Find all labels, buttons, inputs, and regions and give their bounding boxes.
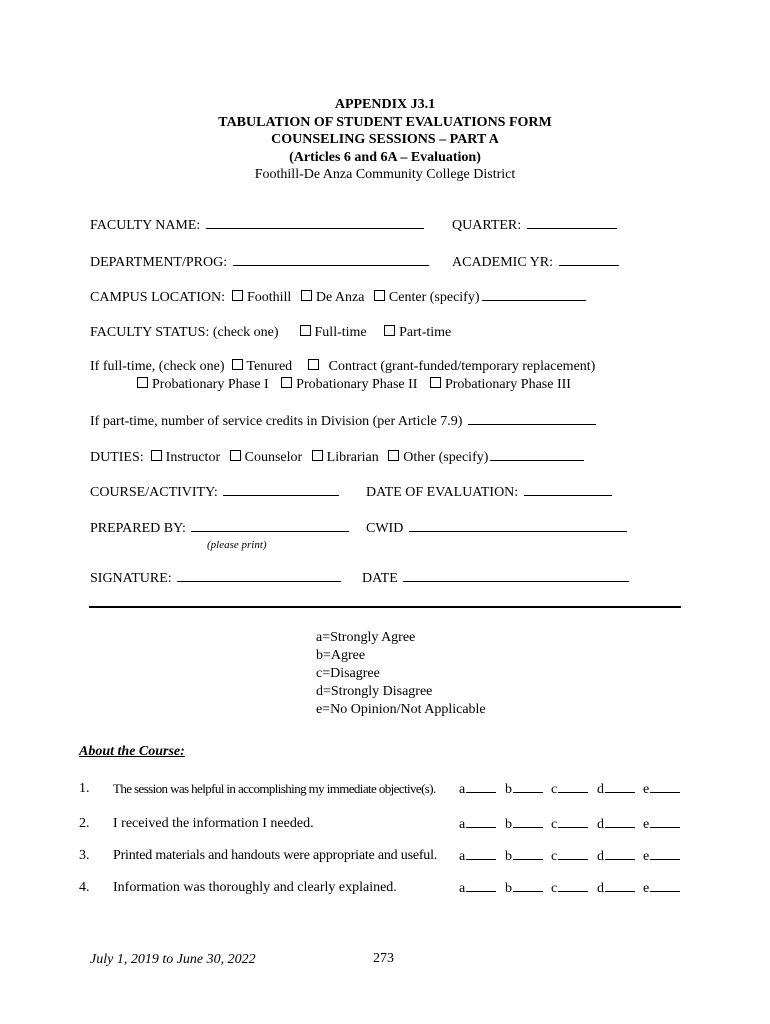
rating-e [643,816,689,833]
rating-label: d [597,881,604,896]
rating-d [597,781,643,798]
rating-label: a [459,817,466,832]
date-label: DATE [362,571,398,586]
section-title: About the Course: [79,744,185,759]
full-time-type-row [90,359,595,375]
faculty-name-label: FACULTY NAME: [90,218,201,233]
rating-a [459,880,505,897]
rating-label: b [505,881,512,896]
rating-d-field[interactable] [605,781,635,793]
course-activity-field[interactable] [223,484,339,496]
rating-a-field[interactable] [466,816,496,828]
signature-row [90,570,341,587]
contract-label: Contract (grant-funded/temporary replacement) [328,359,596,374]
rating-label: c [551,817,558,832]
rating-legend [316,629,486,719]
academic-yr-field[interactable] [559,254,619,266]
rating-b-field[interactable] [513,880,543,892]
center-checkbox[interactable] [374,290,385,301]
librarian-label: Librarian [326,450,379,465]
articles-reference: (Articles 6 and 6A – Evaluation) [289,149,481,165]
rating-label: d [597,782,604,797]
rating-e [643,848,689,865]
rating-d [597,880,643,897]
rating-a [459,781,505,798]
question-number: 4. [79,880,90,895]
quarter-row [452,217,617,234]
contract-checkbox[interactable] [308,359,319,370]
rating-label: d [597,849,604,864]
page-number: 273 [373,951,394,966]
date-of-evaluation-row [366,484,612,501]
department-label: DEPARTMENT/PROG: [90,255,228,270]
rating-a [459,848,505,865]
faculty-status-row [90,325,451,341]
rating-c-field[interactable] [558,880,588,892]
date-of-evaluation-label: DATE OF EVALUATION: [366,485,519,500]
librarian-checkbox[interactable] [312,450,323,461]
instructor-checkbox[interactable] [151,450,162,461]
probationary-1-label: Probationary Phase I [152,377,269,392]
legend-item: b=Agree [316,648,366,663]
question-text: I received the information I needed. [113,816,314,831]
rating-a-field[interactable] [466,848,496,860]
rating-e [643,781,689,798]
cwid-field[interactable] [409,520,627,532]
rating-d-field[interactable] [605,880,635,892]
prepared-by-label: PREPARED BY: [90,521,186,536]
rating-a [459,816,505,833]
legend-item: c=Disagree [316,666,380,681]
rating-e-field[interactable] [650,781,680,793]
rating-e-field[interactable] [650,848,680,860]
foothill-label: Foothill [246,290,292,305]
rating-label: b [505,817,512,832]
district-name: Foothill-De Anza Community College District [254,167,516,182]
tenured-label: Tenured [246,359,293,374]
department-field[interactable] [233,254,429,266]
academic-yr-row [452,254,619,271]
question-text: Printed materials and handouts were appropriate and useful. [113,848,438,863]
course-activity-row [90,484,339,501]
de-anza-label: De Anza [315,290,365,305]
rating-c [551,880,597,897]
rating-label: e [643,817,650,832]
rating-b [505,880,551,897]
signature-field[interactable] [177,570,341,582]
appendix-title: APPENDIX J3.1 [334,97,436,112]
question-text: The session was helpful in accomplishing my immediate objective(s). [113,781,436,796]
probationary-row [137,377,571,393]
prepared-by-field[interactable] [191,520,349,532]
rating-c [551,816,597,833]
legend-item: a=Strongly Agree [316,630,416,645]
rating-b-field[interactable] [513,816,543,828]
rating-label: c [551,881,558,896]
tenured-checkbox[interactable] [232,359,243,370]
rating-b-field[interactable] [513,781,543,793]
rating-d [597,816,643,833]
please-print-note: (please print) [207,539,267,551]
quarter-label: QUARTER: [452,218,522,233]
question-text: Information was thoroughly and clearly explained. [113,880,397,895]
rating-c [551,848,597,865]
rating-c-field[interactable] [558,848,588,860]
probationary-1-checkbox[interactable] [137,377,148,388]
full-time-type-label: If full-time, (check one) [90,359,225,374]
rating-scale [459,816,689,833]
rating-label: a [459,881,466,896]
campus-location-row [90,289,586,306]
rating-label: d [597,817,604,832]
faculty-name-row [90,217,424,234]
date-of-evaluation-field[interactable] [524,484,612,496]
form-subtitle: COUNSELING SESSIONS – PART A [271,132,499,147]
part-time-credits-field[interactable] [468,413,596,425]
full-time-checkbox[interactable] [300,325,311,336]
rating-d-field[interactable] [605,816,635,828]
rating-c [551,781,597,798]
rating-label: c [551,849,558,864]
faculty-name-field[interactable] [206,217,424,229]
counselor-label: Counselor [244,450,303,465]
other-checkbox[interactable] [388,450,399,461]
center-label: Center (specify) [388,290,480,305]
full-time-label: Full-time [314,325,367,340]
signature-label: SIGNATURE: [90,571,172,586]
rating-b-field[interactable] [513,848,543,860]
rating-d [597,848,643,865]
foothill-checkbox[interactable] [232,290,243,301]
rating-scale [459,848,689,865]
probationary-3-label: Probationary Phase III [444,377,571,392]
duties-label: DUTIES: [90,450,144,465]
question-number: 3. [79,848,90,863]
rating-label: a [459,849,466,864]
course-activity-label: COURSE/ACTIVITY: [90,485,218,500]
probationary-2-label: Probationary Phase II [296,377,418,392]
rating-c-field[interactable] [558,816,588,828]
rating-b [505,781,551,798]
rating-e [643,880,689,897]
center-specify-field[interactable] [482,289,586,301]
part-time-checkbox[interactable] [384,325,395,336]
rating-label: e [643,881,650,896]
other-specify-field[interactable] [490,449,584,461]
rating-label: b [505,849,512,864]
rating-d-field[interactable] [605,848,635,860]
rating-label: b [505,782,512,797]
legend-item: e=No Opinion/Not Applicable [316,702,486,717]
rating-label: a [459,782,466,797]
rating-b [505,848,551,865]
faculty-status-label: FACULTY STATUS: (check one) [90,325,279,340]
question-number: 1. [79,781,90,796]
part-time-credits-row [90,413,596,430]
date-row [362,570,629,587]
rating-a-field[interactable] [466,781,496,793]
date-field[interactable] [403,570,629,582]
campus-location-label: CAMPUS LOCATION: [90,290,225,305]
de-anza-checkbox[interactable] [301,290,312,301]
form-title: TABULATION OF STUDENT EVALUATIONS FORM [218,114,552,130]
question-number: 2. [79,816,90,831]
other-label: Other (specify) [403,450,489,465]
quarter-field[interactable] [527,217,617,229]
rating-label: e [643,849,650,864]
probationary-2-checkbox[interactable] [281,377,292,388]
counselor-checkbox[interactable] [230,450,241,461]
instructor-label: Instructor [165,450,221,465]
probationary-3-checkbox[interactable] [430,377,441,388]
rating-b [505,816,551,833]
form-header [0,96,770,183]
prepared-by-row [90,520,349,537]
duties-row [90,449,584,466]
rating-label: c [551,782,558,797]
rating-scale [459,880,689,897]
rating-e-field[interactable] [650,816,680,828]
legend-item: d=Strongly Disagree [316,684,433,699]
footer-date-range: July 1, 2019 to June 30, 2022 [90,952,256,967]
section-divider [89,606,681,608]
cwid-label: CWID [366,521,404,536]
department-row [90,254,429,271]
rating-e-field[interactable] [650,880,680,892]
part-time-credits-label: If part-time, number of service credits in Division (per Article 7.9) [90,414,463,429]
cwid-row [366,520,627,537]
part-time-label: Part-time [399,325,452,340]
academic-yr-label: ACADEMIC YR: [452,255,553,270]
rating-label: e [643,782,650,797]
rating-c-field[interactable] [558,781,588,793]
rating-a-field[interactable] [466,880,496,892]
rating-scale [459,781,689,798]
